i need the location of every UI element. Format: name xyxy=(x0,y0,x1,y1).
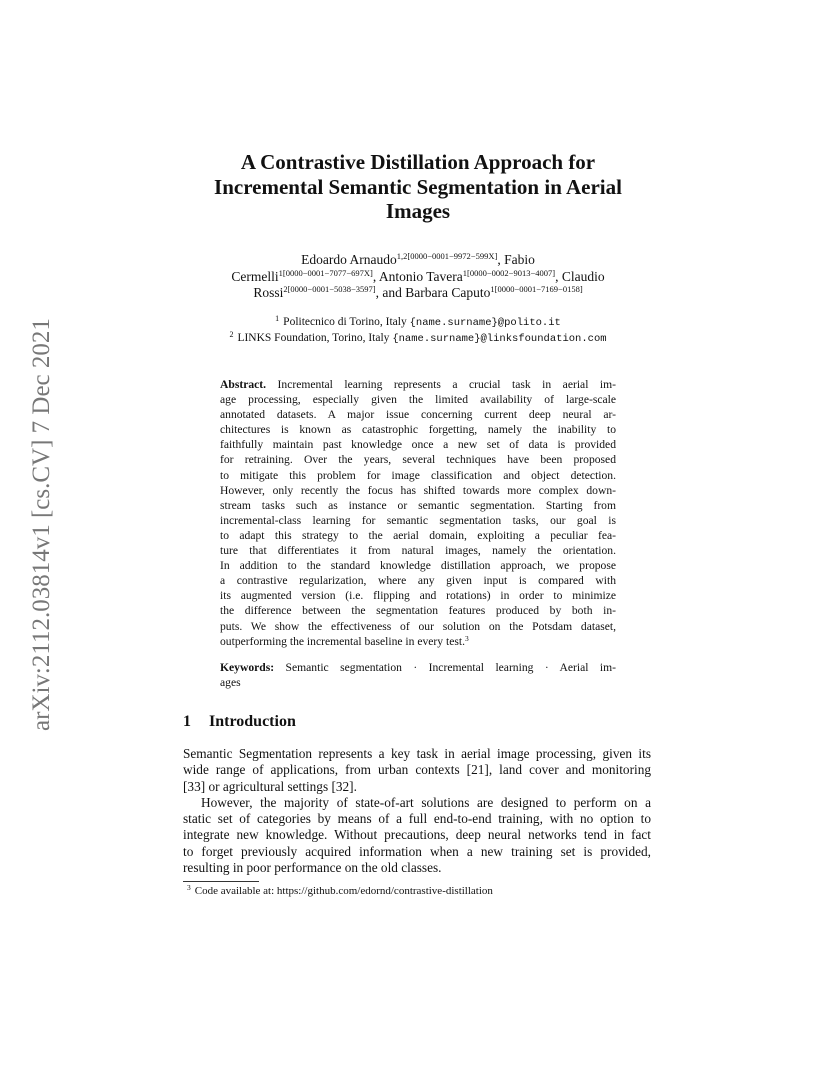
abstract-label: Abstract. xyxy=(220,378,267,391)
affiliation-email: {name.surname}@polito.it xyxy=(409,317,561,329)
abstract-line: to adapt this strategy to the aerial domain, exploiting a peculiar fea- xyxy=(220,528,616,542)
author-orcid: 1,2[0000−0001−9972−599X] xyxy=(396,251,498,261)
abstract-line: its augmented version (i.e. flipping and rotations) in order to minimize xyxy=(220,589,616,603)
abstract-line: stream tasks such as instance or semantic segmentation. Starting from xyxy=(220,498,616,512)
author-name: Barbara Caputo xyxy=(405,285,491,300)
keywords xyxy=(220,660,616,690)
author-orcid: 1[0000−0001−7169−0158] xyxy=(490,284,583,294)
body-text xyxy=(183,746,651,876)
abstract-line: to mitigate this problem for image classification and object detection. xyxy=(220,468,616,482)
affiliation-num: 1 xyxy=(275,314,280,323)
body-line: static set of categories by means of a full end-to-end training, with no option to xyxy=(183,811,651,827)
footnote-rule xyxy=(183,881,259,882)
footnote xyxy=(183,885,493,897)
abstract-line: the difference between the segmentation features produced by both in- xyxy=(220,604,616,618)
affiliation-num: 2 xyxy=(229,330,234,339)
title-line: A Contrastive Distillation Approach for xyxy=(240,150,596,174)
footnote-text: Code available at: https://github.com/edornd/contrastive-distillation xyxy=(194,885,493,897)
author-name: Cermelli xyxy=(231,268,279,284)
affiliation-line xyxy=(183,331,653,347)
author-orcid: 2[0000−0001−5038−3597] xyxy=(283,284,376,294)
author-list xyxy=(183,252,653,302)
body-line: However, the majority of state-of-art solutions are designed to perform on a xyxy=(201,794,651,810)
abstract-line: However, only recently the focus has shifted towards more complex down- xyxy=(220,483,616,497)
affiliation-email: {name.surname}@linksfoundation.com xyxy=(392,333,607,345)
abstract-line: annotated datasets. A major issue concerning current deep neural ar- xyxy=(220,408,616,422)
author-line xyxy=(183,252,653,269)
abstract-line: Abstract. Incremental learning represents a crucial task in aerial im- xyxy=(220,378,617,391)
abstract xyxy=(220,377,616,649)
body-line: wide range of applications, from urban contexts [21], land cover and monitoring xyxy=(183,762,651,778)
section-number: 1 xyxy=(183,713,191,730)
body-line: to forget previously acquired information when a new training set is provided, xyxy=(183,843,651,859)
author-orcid: 1[0000−0001−7077−697X] xyxy=(278,267,373,278)
body-line: integrate new knowledge. Without precautions, deep neural networks tend in fact xyxy=(183,827,651,843)
title-line: Incremental Semantic Segmentation in Aerial xyxy=(214,174,622,199)
affiliation-line xyxy=(183,315,653,331)
author-sep: , and xyxy=(375,285,406,300)
footnote-ref: 3 xyxy=(465,633,469,643)
arxiv-stamp: arXiv:2112.03814v1 [cs.CV] 7 Dec 2021 xyxy=(28,318,55,732)
title-line: Images xyxy=(385,199,451,223)
affiliations xyxy=(183,315,653,347)
body-line: Semantic Segmentation represents a key task in aerial image processing, given its xyxy=(183,746,651,761)
body-line: [33] or agricultural settings [32]. xyxy=(183,778,357,794)
section-heading xyxy=(183,713,296,731)
abstract-line: chitectures is known as catastrophic forgetting, namely the inability to xyxy=(220,423,616,437)
author-name: Edoardo Arnaudo xyxy=(301,252,397,267)
affiliation-text: Politecnico di Torino, Italy xyxy=(283,316,410,328)
author-name: Antonio Tavera xyxy=(378,268,463,284)
abstract-line: a contrastive regularization, where any given input is compared with xyxy=(220,574,616,588)
abstract-line: ture that differentiates it from natural images, namely the orientation. xyxy=(220,544,616,558)
author-sep: , xyxy=(372,268,379,284)
author-line xyxy=(183,269,653,286)
author-orcid: 1[0000−0002−9013−4007] xyxy=(462,267,556,278)
abstract-line: In addition to the standard knowledge distillation approach, we propose xyxy=(220,559,616,573)
author-sep: , Claudio xyxy=(555,268,605,284)
abstract-line: age processing, especially given the limited availability of large-scale xyxy=(220,393,616,407)
keywords-label: Keywords: xyxy=(220,661,275,674)
affiliation-text: LINKS Foundation, Torino, Italy xyxy=(237,332,393,344)
abstract-line: outperforming the incremental baseline in every test.$^3$ xyxy=(220,633,469,648)
keywords-line: Keywords: Semantic segmentation · Incremental learning · Aerial im- xyxy=(220,661,616,674)
body-line: resulting in poor performance on the old classes. xyxy=(183,860,442,876)
author-line xyxy=(183,285,653,302)
abstract-line: puts. We show the effectiveness of our solution on the Potsdam dataset, xyxy=(220,619,616,633)
abstract-line: for retraining. Over the years, several techniques have been proposed xyxy=(220,453,616,467)
author-name: Rossi xyxy=(253,285,284,300)
paper-title xyxy=(183,150,653,224)
author-sep: , Fabio xyxy=(497,252,535,267)
abstract-line: faithfully maintain past knowledge once a new set of data is provided xyxy=(220,438,616,452)
section-title: Introduction xyxy=(209,713,296,730)
keywords-line: ages xyxy=(220,676,241,690)
footnote-mark: 3 xyxy=(187,883,191,892)
abstract-line: incremental-class learning for semantic segmentation tasks, our goal is xyxy=(220,513,616,527)
